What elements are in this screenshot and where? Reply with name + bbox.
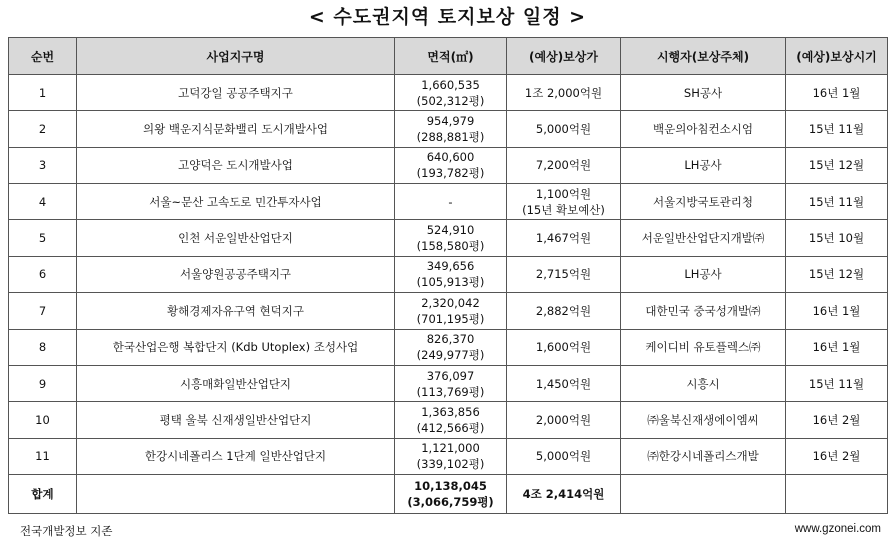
timing-cell: 15년 11월	[786, 111, 888, 147]
project-name: 황해경제자유구역 현덕지구	[77, 293, 395, 329]
area-pyeong: (701,195평)	[416, 311, 485, 326]
price-value: 1조 2,000억원	[524, 85, 603, 100]
area-sqm: 826,370	[426, 332, 475, 347]
timing-cell: 15년 10월	[786, 220, 888, 256]
area-sqm: -	[448, 194, 453, 209]
area-pyeong: (339,102평)	[416, 457, 485, 472]
price-cell	[507, 147, 621, 183]
price-value: 5,000억원	[535, 449, 592, 464]
total-timing-empty	[786, 475, 888, 514]
header-area: 면적(㎡)	[395, 38, 507, 75]
area-pyeong: (158,580평)	[416, 239, 485, 254]
row-number: 2	[9, 111, 77, 147]
header-price: (예상)보상가	[507, 38, 621, 75]
timing-cell: 16년 1월	[786, 293, 888, 329]
area-sqm: 524,910	[426, 223, 475, 238]
area-pyeong: (502,312평)	[416, 93, 485, 108]
page-title: < 수도권지역 토지보상 일정 >	[308, 6, 587, 28]
total-row	[9, 475, 888, 514]
price-note: (15년 확보예산)	[522, 202, 605, 217]
area-sqm: 640,600	[426, 150, 475, 165]
row-number: 10	[9, 402, 77, 438]
project-name: 한강시네폴리스 1단계 일반산업단지	[77, 438, 395, 474]
total-agent-empty	[621, 475, 786, 514]
row-number: 7	[9, 293, 77, 329]
timing-cell: 15년 11월	[786, 184, 888, 220]
price-value: 1,600억원	[535, 340, 592, 355]
row-number: 5	[9, 220, 77, 256]
table-header-row	[9, 38, 888, 75]
table-row	[9, 220, 888, 256]
table-row	[9, 111, 888, 147]
area-cell	[395, 402, 507, 438]
row-number: 8	[9, 329, 77, 365]
price-cell	[507, 402, 621, 438]
table-row	[9, 184, 888, 220]
area-sqm: 2,320,042	[421, 295, 480, 310]
price-cell	[507, 438, 621, 474]
timing-cell: 16년 1월	[786, 329, 888, 365]
source-credit: 전국개발정보 지존	[20, 524, 113, 538]
row-number: 4	[9, 184, 77, 220]
table-row	[9, 438, 888, 474]
total-label: 합계	[9, 475, 77, 514]
table-row	[9, 402, 888, 438]
table-body	[9, 75, 888, 475]
agent-cell: LH공사	[621, 147, 786, 183]
price-value: 2,715억원	[535, 267, 592, 282]
project-name: 한국산업은행 복합단지 (Kdb Utoplex) 조성사업	[77, 329, 395, 365]
header-no: 순번	[9, 38, 77, 75]
area-pyeong: (412,566평)	[416, 420, 485, 435]
area-cell	[395, 220, 507, 256]
area-pyeong: (249,977평)	[416, 348, 485, 363]
area-cell	[395, 111, 507, 147]
price-cell	[507, 111, 621, 147]
price-value: 1,100억원	[535, 186, 592, 201]
area-cell	[395, 184, 507, 220]
price-value: 1,450억원	[535, 376, 592, 391]
project-name: 서울~문산 고속도로 민간투자사업	[77, 184, 395, 220]
project-name: 고양덕은 도시개발사업	[77, 147, 395, 183]
project-name: 시흥매화일반산업단지	[77, 365, 395, 401]
timing-cell: 15년 12월	[786, 256, 888, 292]
project-name: 의왕 백운지식문화밸리 도시개발사업	[77, 111, 395, 147]
area-cell	[395, 75, 507, 111]
project-name: 인천 서운일반산업단지	[77, 220, 395, 256]
price-value: 5,000억원	[535, 122, 592, 137]
agent-cell: 시흥시	[621, 365, 786, 401]
header-timing: (예상)보상시기	[786, 38, 888, 75]
agent-cell: ㈜울북신재생에이엠씨	[621, 402, 786, 438]
timing-cell: 15년 12월	[786, 147, 888, 183]
price-cell	[507, 184, 621, 220]
table-row	[9, 293, 888, 329]
header-project-name: 사업지구명	[77, 38, 395, 75]
price-cell	[507, 75, 621, 111]
timing-cell: 16년 2월	[786, 402, 888, 438]
total-name-empty	[77, 475, 395, 514]
timing-cell: 16년 1월	[786, 75, 888, 111]
area-sqm: 1,660,535	[421, 77, 480, 92]
area-pyeong: (113,769평)	[416, 384, 485, 399]
price-value: 2,000억원	[535, 412, 592, 427]
site-url: www.gzonei.com	[794, 523, 881, 535]
price-cell	[507, 365, 621, 401]
area-cell	[395, 293, 507, 329]
timing-cell: 16년 2월	[786, 438, 888, 474]
row-number: 11	[9, 438, 77, 474]
header-agent: 시행자(보상주체)	[621, 38, 786, 75]
total-area	[395, 475, 507, 514]
row-number: 3	[9, 147, 77, 183]
total-area-sqm: 10,138,045	[414, 479, 487, 493]
table-row	[9, 256, 888, 292]
area-cell	[395, 438, 507, 474]
price-cell	[507, 329, 621, 365]
area-cell	[395, 365, 507, 401]
price-cell	[507, 220, 621, 256]
agent-cell: 서울지방국토관리청	[621, 184, 786, 220]
area-cell	[395, 329, 507, 365]
agent-cell: 서운일반산업단지개발㈜	[621, 220, 786, 256]
project-name: 고덕강일 공공주택지구	[77, 75, 395, 111]
row-number: 9	[9, 365, 77, 401]
price-cell	[507, 256, 621, 292]
area-sqm: 349,656	[426, 259, 475, 274]
land-compensation-table	[8, 37, 888, 514]
area-sqm: 376,097	[426, 368, 475, 383]
row-number: 6	[9, 256, 77, 292]
agent-cell: ㈜한강시네폴리스개발	[621, 438, 786, 474]
area-cell	[395, 147, 507, 183]
area-cell	[395, 256, 507, 292]
agent-cell: 대한민국 중국성개발㈜	[621, 293, 786, 329]
table-row	[9, 75, 888, 111]
area-pyeong: (193,782평)	[416, 166, 485, 181]
timing-cell: 15년 11월	[786, 365, 888, 401]
price-value: 1,467억원	[535, 231, 592, 246]
area-sqm: 954,979	[426, 114, 475, 129]
area-pyeong: (105,913평)	[416, 275, 485, 290]
agent-cell: LH공사	[621, 256, 786, 292]
project-name: 평택 울북 신재생일반산업단지	[77, 402, 395, 438]
table-row	[9, 147, 888, 183]
price-value: 2,882억원	[535, 303, 592, 318]
price-cell	[507, 293, 621, 329]
area-sqm: 1,363,856	[421, 404, 480, 419]
agent-cell: 백운의아침컨소시엄	[621, 111, 786, 147]
area-sqm: 1,121,000	[421, 441, 480, 456]
agent-cell: SH공사	[621, 75, 786, 111]
total-area-pyeong: (3,066,759평)	[407, 495, 494, 509]
table-row	[9, 365, 888, 401]
price-value: 7,200억원	[535, 158, 592, 173]
area-pyeong: (288,881평)	[416, 130, 485, 145]
row-number: 1	[9, 75, 77, 111]
total-price: 4조 2,414억원	[507, 475, 621, 514]
table-row	[9, 329, 888, 365]
agent-cell: 케이디비 유토플렉스㈜	[621, 329, 786, 365]
project-name: 서울양원공공주택지구	[77, 256, 395, 292]
